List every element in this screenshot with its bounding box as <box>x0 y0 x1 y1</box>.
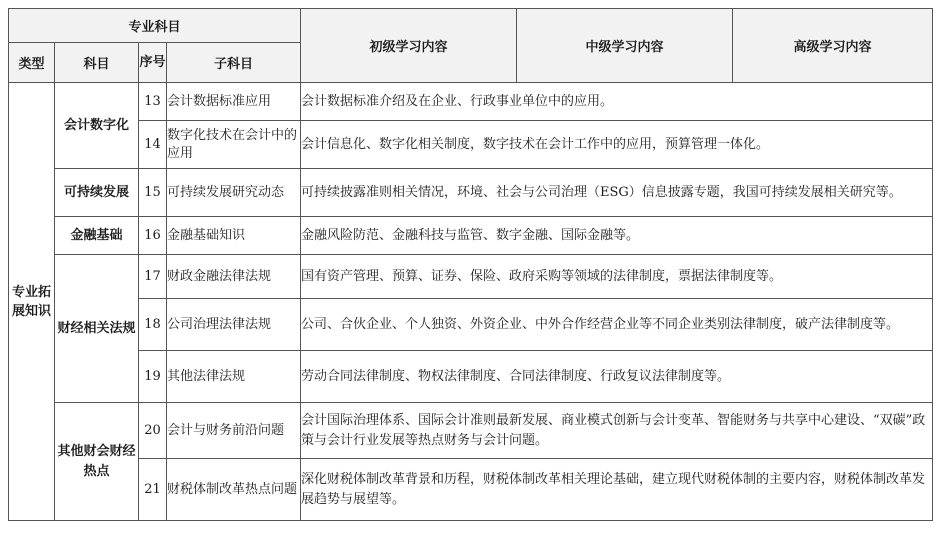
content-description: 金融风险防范、金融科技与监管、数字金融、国际金融等。 <box>301 217 933 255</box>
sub-subject: 会计与财务前沿问题 <box>167 403 301 459</box>
curriculum-table <box>8 8 933 521</box>
header-senior-content: 高级学习内容 <box>733 9 933 83</box>
table-row <box>9 459 933 521</box>
sub-subject: 可持续发展研究动态 <box>167 169 301 217</box>
table-row <box>9 403 933 459</box>
table-row <box>9 351 933 403</box>
content-description: 会计信息化、数字化相关制度，数字技术在会计工作中的应用，预算管理一体化。 <box>301 121 933 169</box>
row-number: 13 <box>139 83 167 121</box>
sub-subject: 财税体制改革热点问题 <box>167 459 301 521</box>
header-subject: 科目 <box>55 43 139 83</box>
header-intermediate-content: 中级学习内容 <box>517 9 733 83</box>
subject-sustainable: 可持续发展 <box>55 169 139 217</box>
sub-subject: 财政金融法律法规 <box>167 255 301 299</box>
table-row <box>9 255 933 299</box>
sub-subject: 数字化技术在会计中的应用 <box>167 121 301 169</box>
row-number: 18 <box>139 299 167 351</box>
content-description: 会计数据标准介绍及在企业、行政事业单位中的应用。 <box>301 83 933 121</box>
table-row <box>9 121 933 169</box>
content-description: 劳动合同法律制度、物权法律制度、合同法律制度、行政复议法律制度等。 <box>301 351 933 403</box>
header-type: 类型 <box>9 43 55 83</box>
sub-subject: 会计数据标准应用 <box>167 83 301 121</box>
row-number: 15 <box>139 169 167 217</box>
content-description: 可持续披露准则相关情况，环境、社会与公司治理（ESG）信息披露专题，我国可持续发展相关研究等。 <box>301 169 933 217</box>
row-number: 16 <box>139 217 167 255</box>
sub-subject: 金融基础知识 <box>167 217 301 255</box>
subject-accounting-digital: 会计数字化 <box>55 83 139 169</box>
content-description: 公司、合伙企业、个人独资、外资企业、中外合作经营企业等不同企业类别法律制度，破产法律制度等。 <box>301 299 933 351</box>
content-description: 国有资产管理、预算、证券、保险、政府采购等领域的法律制度，票据法律制度等。 <box>301 255 933 299</box>
category-cell: 专业拓展知识 <box>9 83 55 521</box>
row-number: 19 <box>139 351 167 403</box>
subject-finance-basic: 金融基础 <box>55 217 139 255</box>
sub-subject: 公司治理法律法规 <box>167 299 301 351</box>
table-row <box>9 169 933 217</box>
table-row <box>9 299 933 351</box>
row-number: 21 <box>139 459 167 521</box>
content-description: 深化财税体制改革背景和历程，财税体制改革相关理论基础，建立现代财税体制的主要内容，财税体制改革发展趋势与展望等。 <box>301 459 933 521</box>
header-seq: 序号 <box>139 43 167 83</box>
table-row <box>9 83 933 121</box>
sub-subject: 其他法律法规 <box>167 351 301 403</box>
header-sub-subject: 子科目 <box>167 43 301 83</box>
content-description: 会计国际治理体系、国际会计准则最新发展、商业模式创新与会计变革、智能财务与共享中心建设、“双碳”政策与会计行业发展等热点财务与会计问题。 <box>301 403 933 459</box>
row-number: 20 <box>139 403 167 459</box>
header-professional-subjects: 专业科目 <box>9 9 301 43</box>
subject-other-hotspots: 其他财会财经热点 <box>55 403 139 521</box>
row-number: 17 <box>139 255 167 299</box>
header-junior-content: 初级学习内容 <box>301 9 517 83</box>
table-row <box>9 217 933 255</box>
subject-finance-law: 财经相关法规 <box>55 255 139 403</box>
row-number: 14 <box>139 121 167 169</box>
